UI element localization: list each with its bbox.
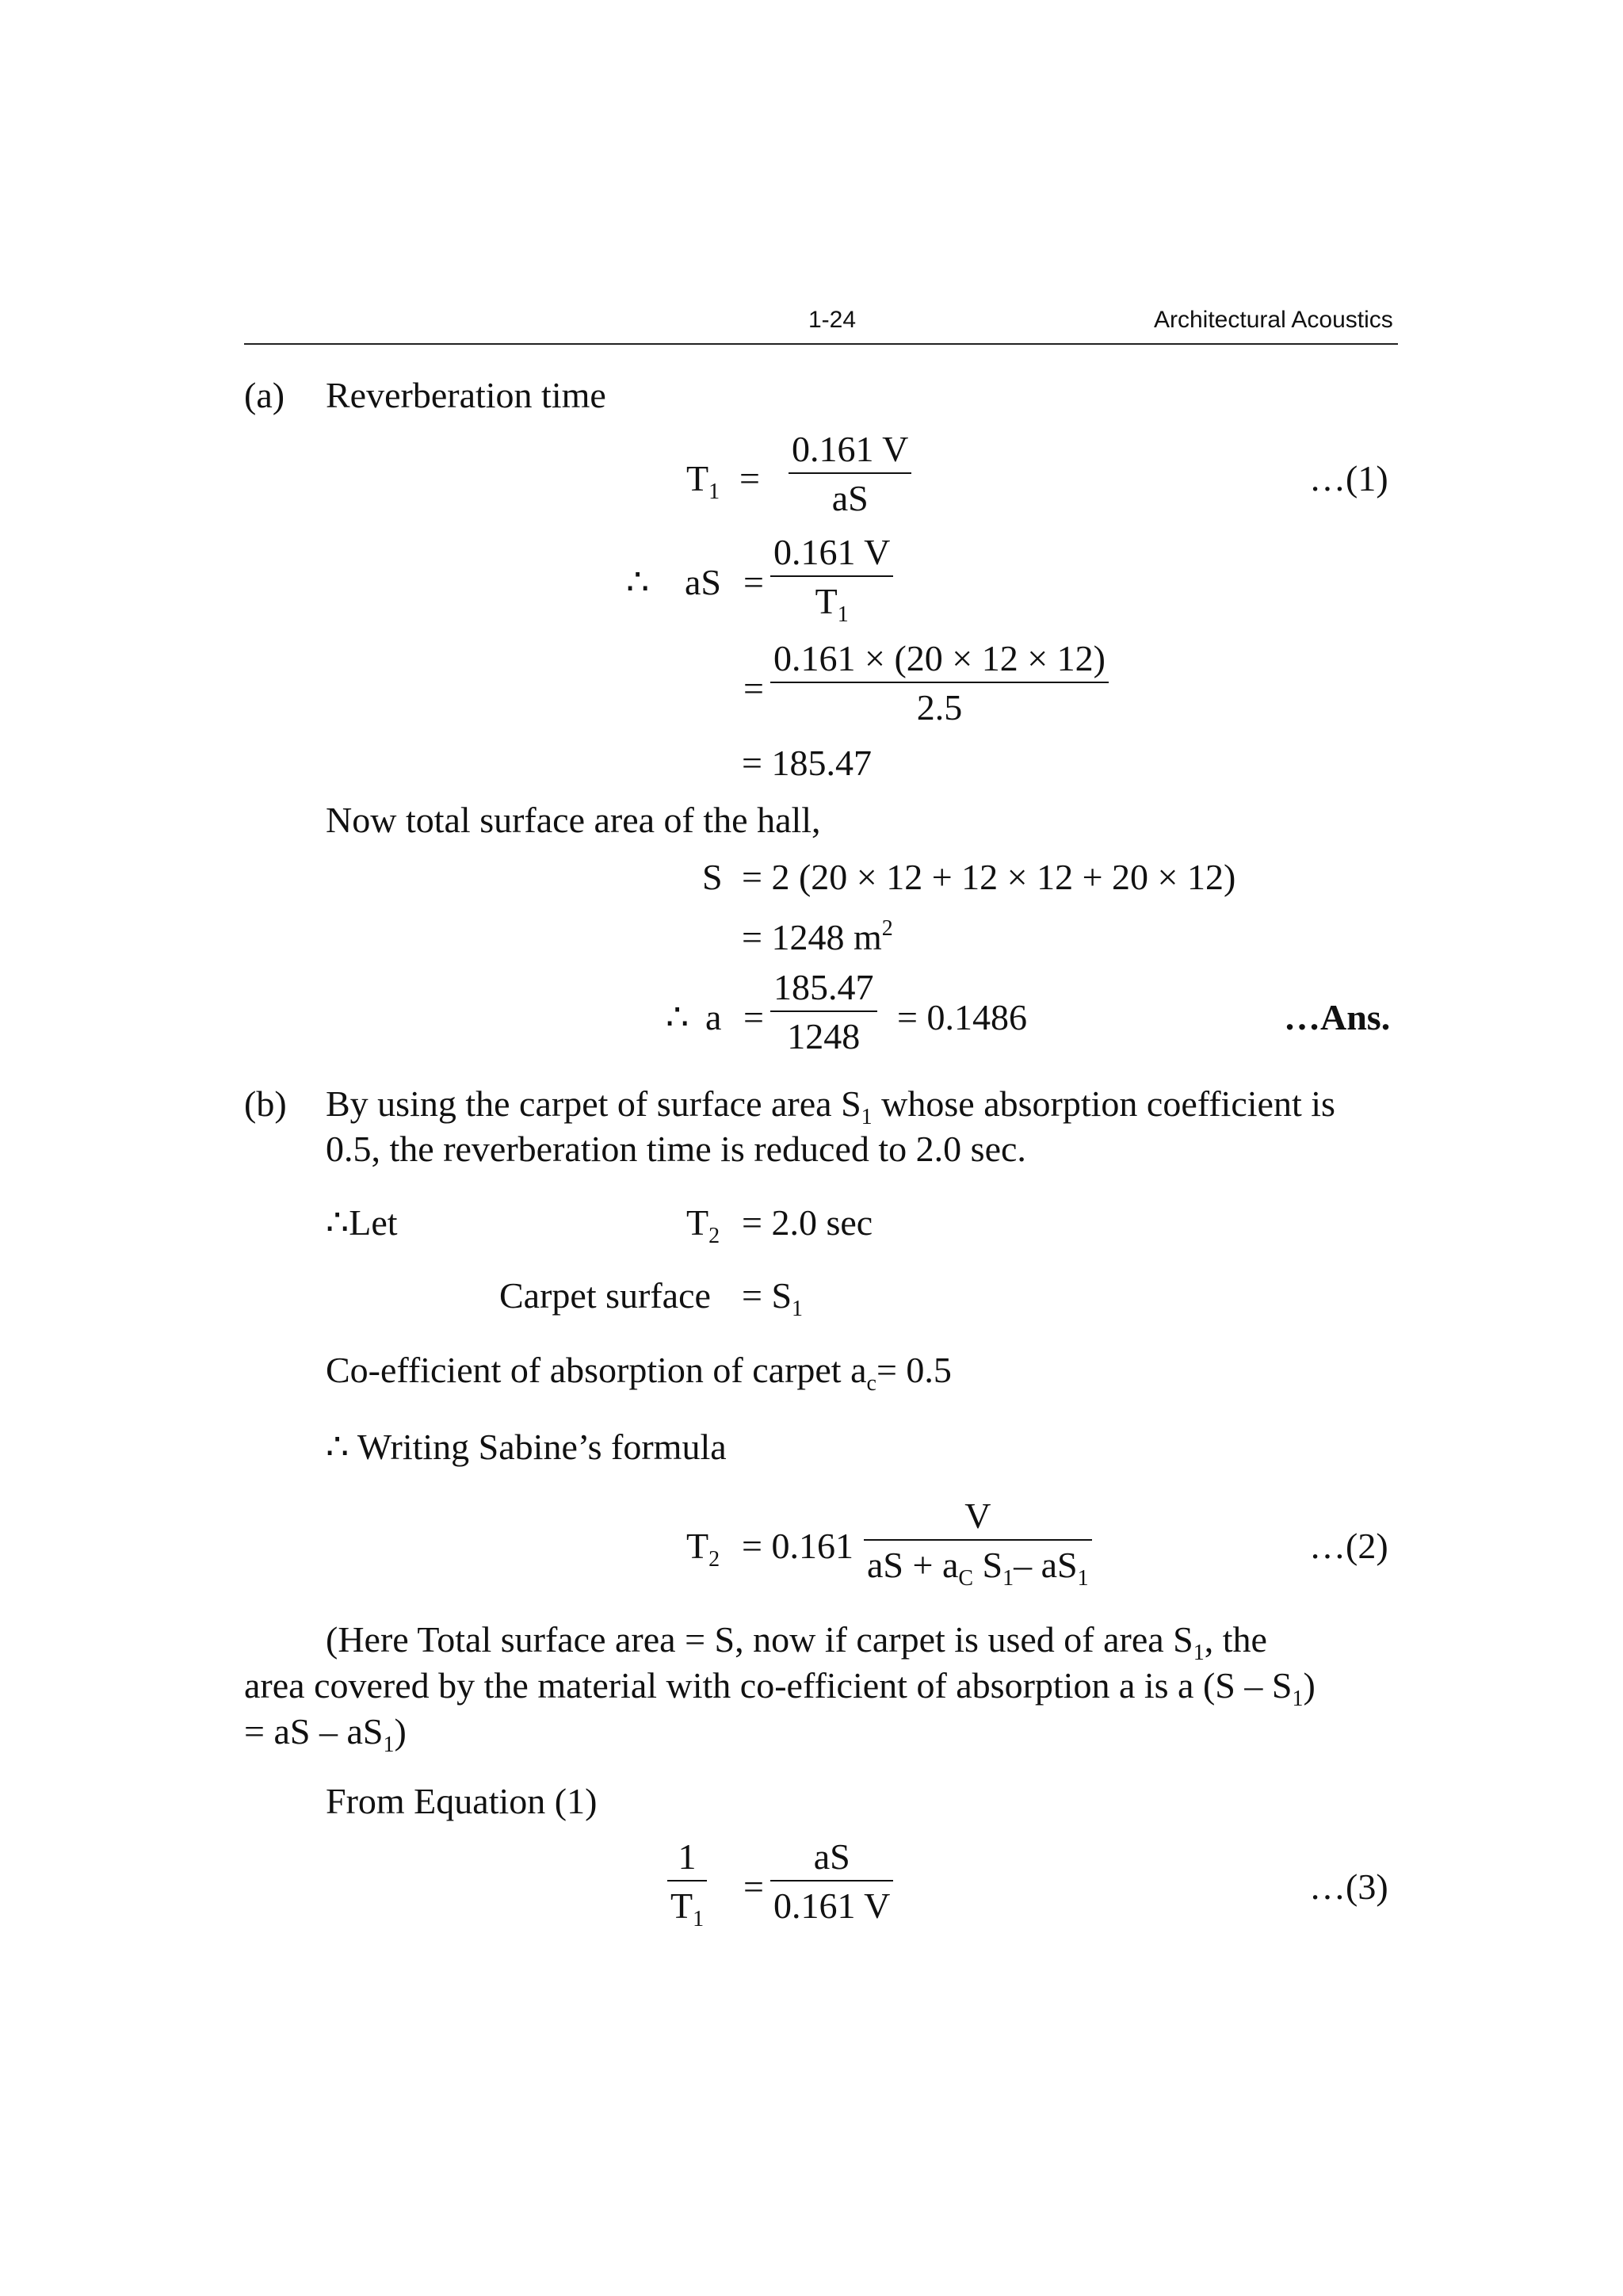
eq9-equals: = <box>743 1866 764 1907</box>
eq9-left-fraction-bar <box>667 1880 707 1881</box>
part-b-label: (b) <box>244 1083 287 1124</box>
eq9-left-fraction <box>667 1836 707 1931</box>
header-rule <box>244 343 1398 345</box>
eq7-numerator: 185.47 <box>773 967 874 1007</box>
eq8-fraction <box>864 1498 1092 1590</box>
eq9-left-denominator: $T_1$ <box>670 1885 705 1931</box>
carpet-rhs: = $S_1$ <box>742 1275 804 1321</box>
eq9-left-numerator: 1 <box>678 1836 697 1877</box>
page-number: 1-24 <box>808 307 857 333</box>
eq8-numerator: V <box>964 1496 991 1536</box>
eq8-denominator: aS + $a_C$ $S_1-$ $aS_1$ <box>867 1545 1089 1591</box>
carpet-label: Carpet surface <box>499 1275 711 1316</box>
eq7-equals: = <box>743 997 764 1037</box>
eq2-equals: = <box>743 562 764 602</box>
eq1-lhs: $T_1$ <box>686 458 720 504</box>
eq2-fraction <box>770 534 893 626</box>
chapter-title: Architectural Acoustics <box>1154 307 1393 333</box>
eq7-result: = 0.1486 <box>897 997 1027 1037</box>
eq3-fraction-bar <box>770 682 1109 683</box>
part-b-line2: 0.5, the reverberation time is reduced to 2.0 sec. <box>326 1129 1026 1169</box>
eq3-numerator: 0.161 × (20 × 12 × 12) <box>773 638 1106 678</box>
part-a-label: (a) <box>244 375 285 415</box>
eq9-right-denominator: 0.161 V <box>773 1885 891 1926</box>
answer-marker: …Ans. <box>1284 997 1391 1037</box>
para-line2: area covered by the material with co-efficient of absorption a is a $(S - S_1)$ <box>244 1665 1316 1711</box>
eq5-lhs: S <box>702 857 723 897</box>
eq9-right-fraction-bar <box>770 1880 893 1881</box>
eq9-reference: …(3) <box>1309 1866 1388 1907</box>
eq5-rhs: = 2 (20 × 12 + 12 × 12 + 20 × 12) <box>742 857 1236 897</box>
eq7-therefore: ∴ <box>666 997 689 1037</box>
eq1-fraction-bar <box>789 472 911 474</box>
eq7-fraction <box>770 969 877 1055</box>
eq3-fraction <box>770 640 1109 726</box>
eq1-reference: …(1) <box>1309 458 1388 499</box>
part-b-line1: By using the carpet of surface area $S_1$ whose absorption coefficient is <box>326 1083 1335 1129</box>
eq3-denominator: 2.5 <box>916 687 963 728</box>
eq9-right-fraction <box>770 1836 893 1926</box>
para-line1: (Here Total surface area = S, now if carpet is used of area $S_1$, the <box>326 1619 1267 1665</box>
eq6-rhs: = 1248 $m^2$ <box>742 916 893 957</box>
eq8-coefficient: = 0.161 <box>742 1526 854 1566</box>
eq8-reference: …(2) <box>1309 1526 1388 1566</box>
let-lhs: $T_2$ <box>686 1202 720 1248</box>
eq1-equals: = <box>739 458 760 499</box>
eq7-lhs: a <box>705 997 722 1037</box>
eq9-right-numerator: aS <box>813 1836 850 1877</box>
from-equation-text: From Equation (1) <box>326 1781 598 1821</box>
eq8-lhs: $T_2$ <box>686 1526 720 1572</box>
eq3-equals: = <box>743 668 764 709</box>
eq2-therefore: ∴ <box>626 562 650 602</box>
eq1-numerator: 0.161 V <box>792 429 909 469</box>
eq2-fraction-bar <box>770 575 893 577</box>
eq2-denominator: $T_1$ <box>815 581 849 627</box>
part-a-heading: Reverberation time <box>326 375 606 415</box>
let-rhs: = 2.0 sec <box>742 1202 873 1243</box>
para-line3: = aS – $aS_1$) <box>244 1711 407 1757</box>
let-label: ∴Let <box>326 1202 398 1243</box>
eq4-result: = 185.47 <box>742 743 872 783</box>
surface-area-text: Now total surface area of the hall, <box>326 800 821 840</box>
eq1-fraction <box>789 431 911 517</box>
eq7-denominator: 1248 <box>787 1016 861 1056</box>
coefficient-text: Co-efficient of absorption of carpet $a_c= 0.5$ <box>326 1350 952 1396</box>
eq7-fraction-bar <box>770 1010 877 1012</box>
eq2-lhs: aS <box>685 562 721 602</box>
sabine-text: ∴ Writing Sabine’s formula <box>326 1427 727 1467</box>
eq8-fraction-bar <box>864 1539 1092 1541</box>
eq2-numerator: 0.161 V <box>773 532 891 572</box>
eq1-denominator: aS <box>831 478 869 518</box>
